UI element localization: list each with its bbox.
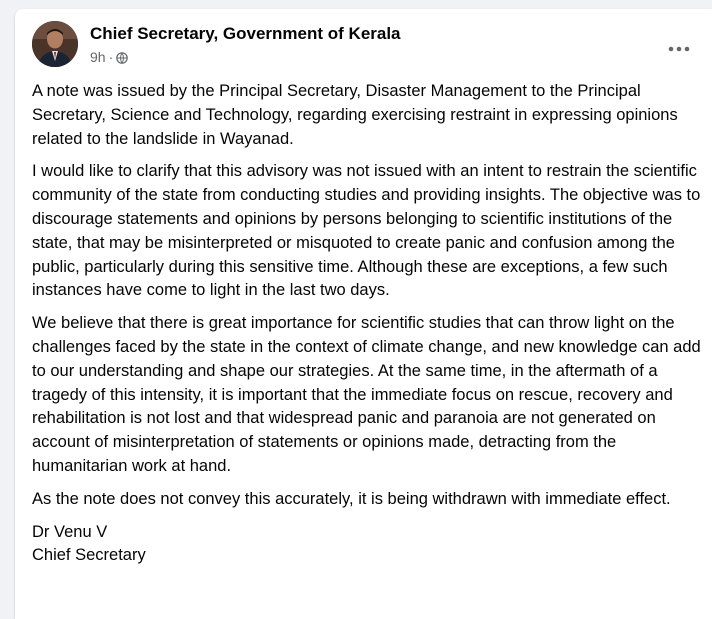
more-horizontal-icon [668, 46, 690, 52]
post-paragraph: I would like to clarify that this advisory was not issued with an intent to restrain the scientific community of the state from conducting studies and providing insights. The objective was to discourage statements and opinions by persons belonging to scientific institutions of the state, that may be misinterpreted or misquoted to create panic and confusion among the public, particularly during this sensitive time. Although these are exceptions, a few such instances have come to light in the last two days. [32, 162, 701, 300]
author-name[interactable]: Chief Secretary, Government of Kerala [90, 24, 401, 43]
post-time[interactable]: 9h [90, 49, 106, 65]
meta-separator: · [108, 49, 114, 65]
post-header [15, 9, 712, 71]
post-card [15, 9, 712, 619]
post-paragraph: As the note does not convey this accurately, it is being withdrawn with immediate effect. [32, 489, 671, 508]
globe-icon[interactable] [116, 51, 128, 63]
post-paragraph: A note was issued by the Principal Secretary, Disaster Management to the Principal Secretary, Science and Technology, regarding exercising restraint in expressing opinions related to the landslide in Wayanad. [32, 82, 678, 148]
avatar[interactable] [32, 21, 78, 67]
post-body [32, 80, 704, 568]
post-paragraph: We believe that there is great importance for scientific studies that can throw light on the challenges faced by the state in the context of climate change, and new knowledge can add to our understanding and shape our strategies. At the same time, in the aftermath of a tragedy of this intensity, it is important that the immediate focus on rescue, recovery and rehabilitation is not lost and that widespread panic and paranoia are not generated on account of misinterpretation of statements or opinions made, detracting from the humanitarian work at hand. [32, 314, 701, 475]
more-options-button[interactable] [661, 31, 697, 67]
signature-name: Dr Venu V [32, 522, 108, 541]
avatar-portrait-icon [32, 21, 78, 67]
signature-title: Chief Secretary [32, 546, 146, 565]
post-meta [90, 49, 128, 65]
